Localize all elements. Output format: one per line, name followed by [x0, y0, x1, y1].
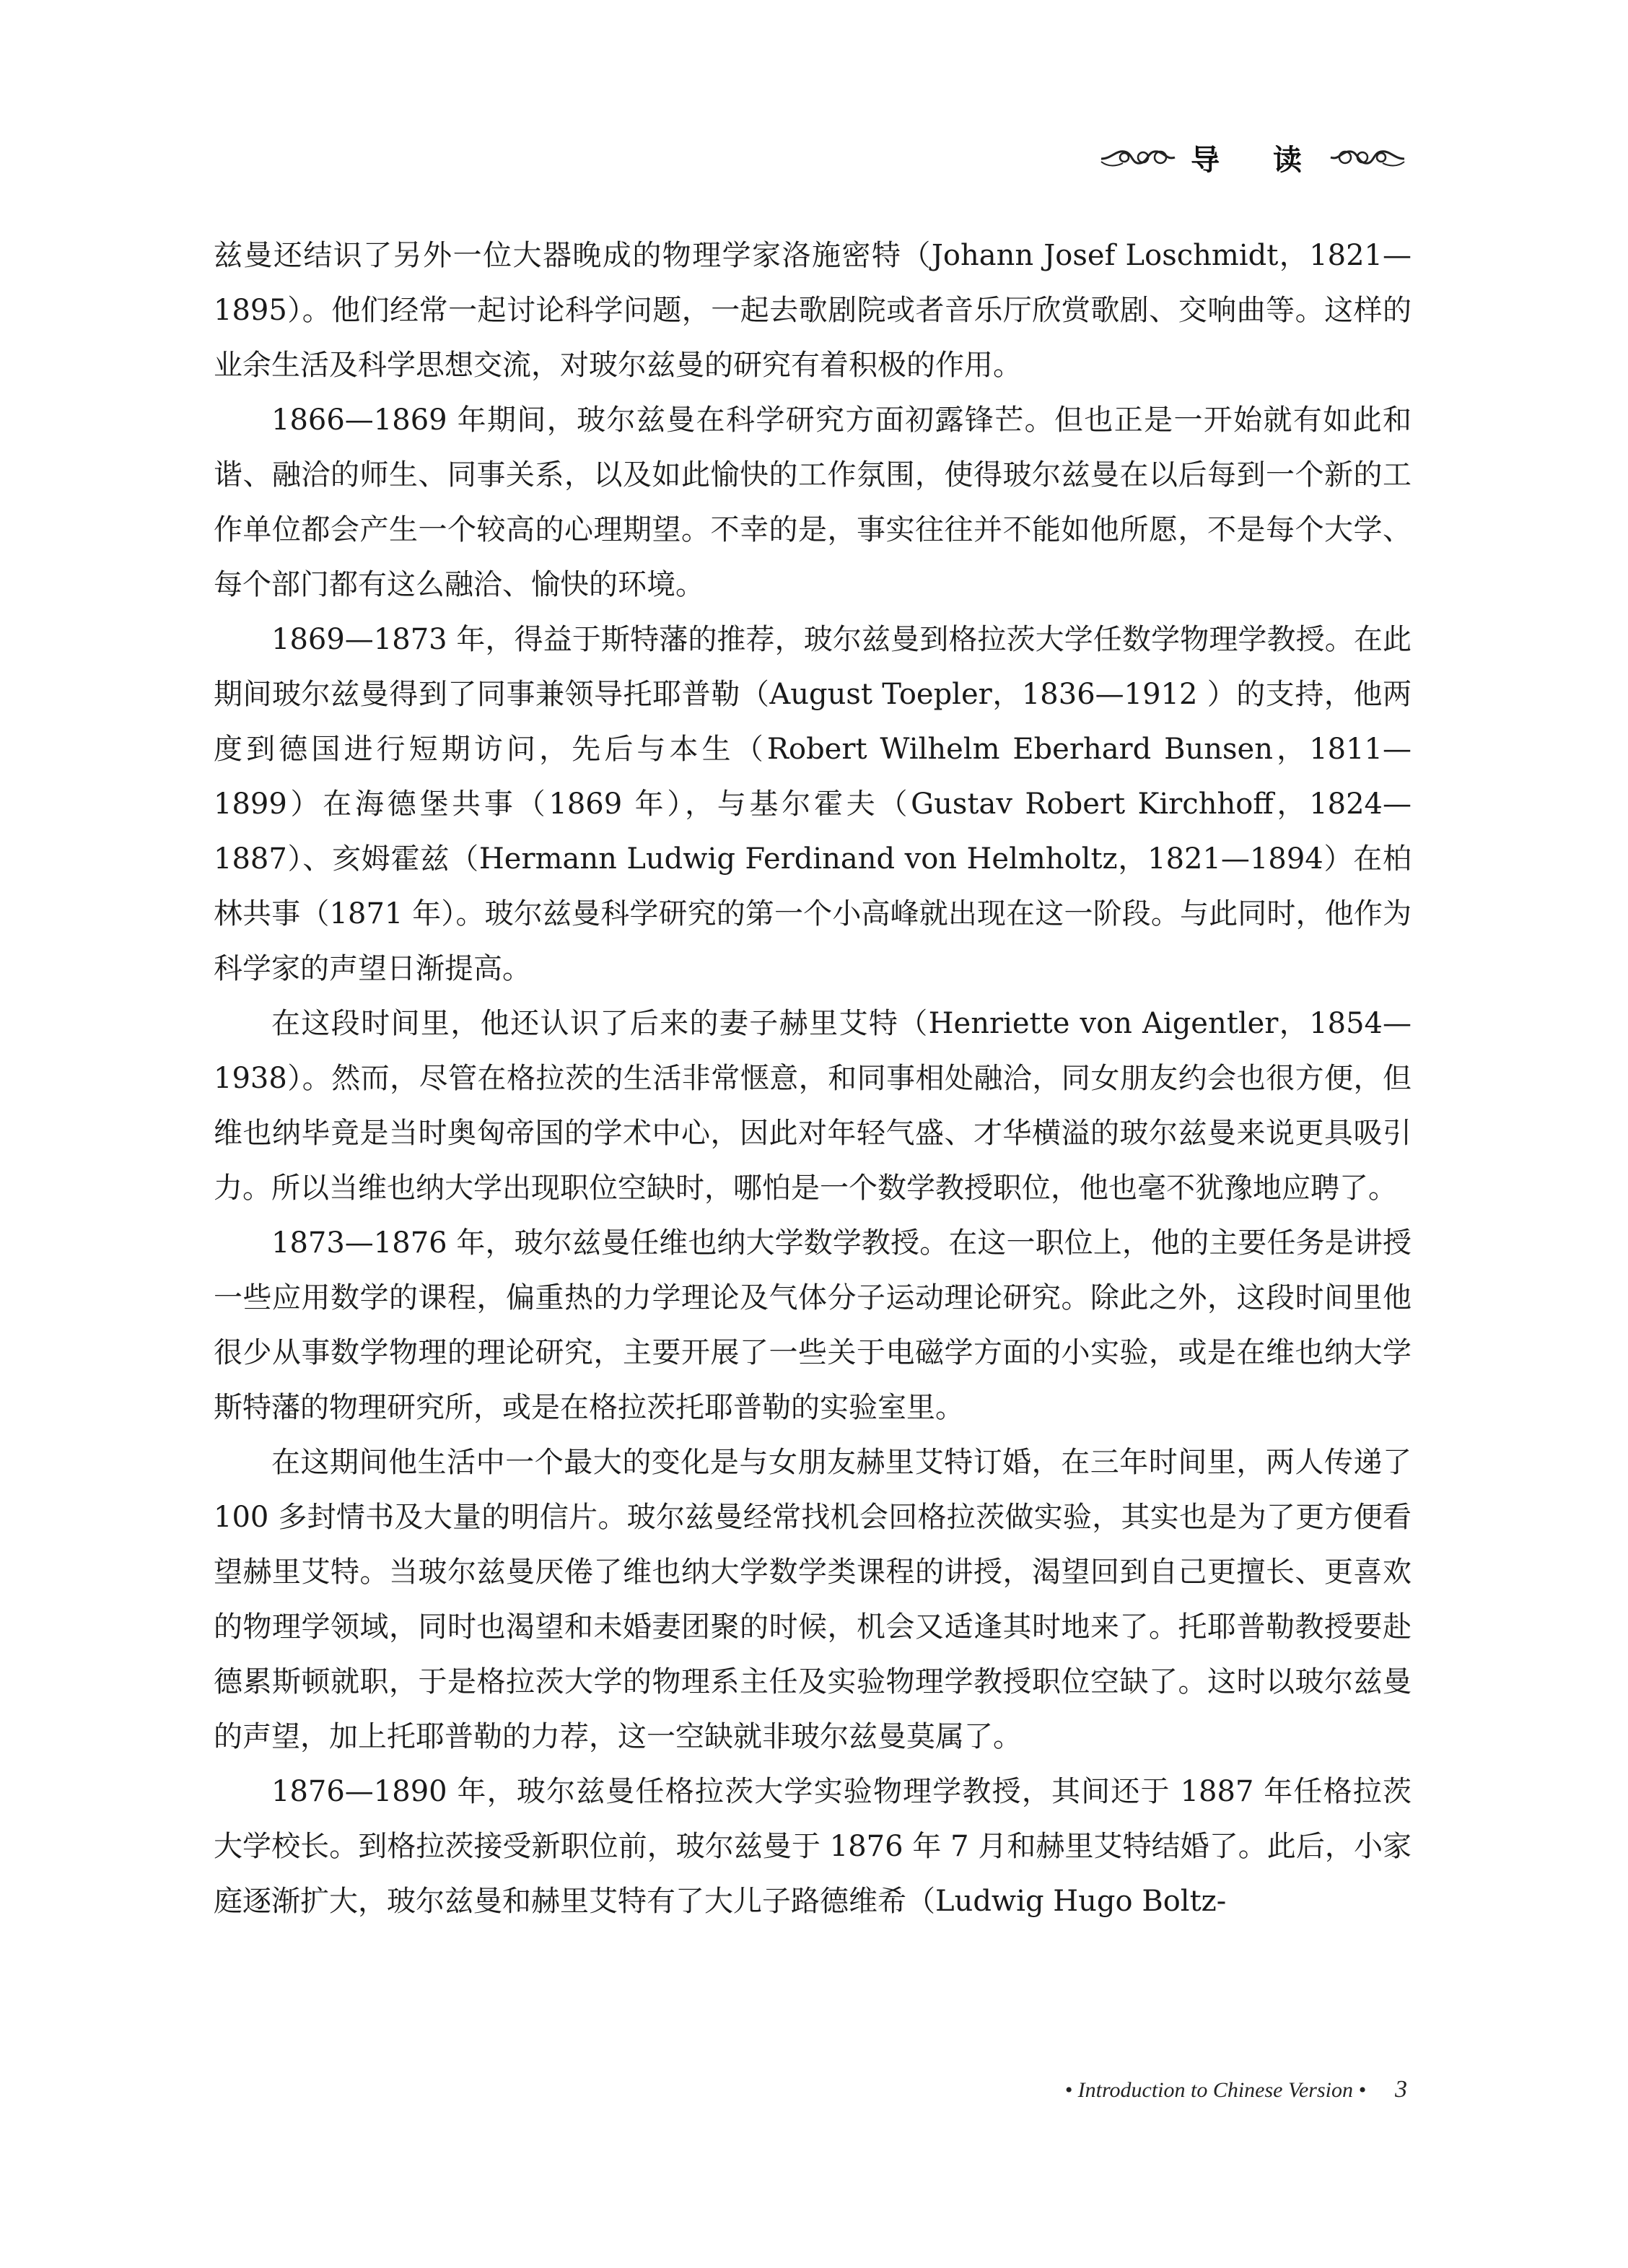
page-number: 3 [1395, 2076, 1407, 2103]
right-ornament-icon [1328, 141, 1407, 173]
page-footer [1065, 2076, 1407, 2103]
paragraph: 兹曼还结识了另外一位大器晚成的物理学家洛施密特（Johann Josef Loschmidt，1821—1895）。他们经常一起讨论科学问题，一起去歌剧院或者音乐厅欣赏歌剧、交响曲等。这样的业余生活及科学思想交流，对玻尔兹曼的研究有着积极的作用。 [214, 239, 1412, 382]
paragraph: 在这段时间里，他还认识了后来的妻子赫里艾特（Henriette von Aigentler，1854—1938）。然而，尽管在格拉茨的生活非常惬意，和同事相处融洽，同女朋友约会也很方便，但维也纳毕竟是当时奥匈帝国的学术中心，因此对年轻气盛、才华横溢的玻尔兹曼来说更具吸引力。所以当维也纳大学出现职位空缺时，哪怕是一个数学教授职位，他也毫不犹豫地应聘了。 [214, 1007, 1412, 1205]
body-text [214, 228, 1412, 1929]
footer-text: • Introduction to Chinese Version • [1064, 2078, 1366, 2102]
header-title: 导 读 [1191, 143, 1323, 177]
paragraph: 1869—1873 年，得益于斯特藩的推荐，玻尔兹曼到格拉茨大学任数学物理学教授。在此期间玻尔兹曼得到了同事兼领导托耶普勒（August Toepler，1836—1912 ）的支持，他两度到德国进行短期访问，先后与本生（Robert Wilhelm Eberhard Bunsen，1811—1899）在海德堡共事（1869 年），与基尔霍夫（Gustav Robert Kirchhoff，1824—1887）、亥姆霍兹（Hermann Ludwig Ferdinand von Helmholtz，1821—1894）在柏林共事（1871 年）。玻尔兹曼科学研究的第一个小高峰就出现在这一阶段。与此同时，他作为科学家的声望日渐提高。 [214, 623, 1412, 985]
paragraph: 1876—1890 年，玻尔兹曼任格拉茨大学实验物理学教授，其间还于 1887 年任格拉茨大学校长。到格拉茨接受新职位前，玻尔兹曼于 1876 年 7 月和赫里艾特结婚了。此后，小家庭逐渐扩大，玻尔兹曼和赫里艾特有了大儿子路德维希（Ludwig Hugo Boltz- [214, 1775, 1412, 1918]
paragraph: 在这期间他生活中一个最大的变化是与女朋友赫里艾特订婚，在三年时间里，两人传递了 100 多封情书及大量的明信片。玻尔兹曼经常找机会回格拉茨做实验，其实也是为了更方便看望赫里艾特。当玻尔兹曼厌倦了维也纳大学数学类课程的讲授，渴望回到自己更擅长、更喜欢的物理学领域，同时也渴望和未婚妻团聚的时候，机会又适逢其时地来了。托耶普勒教授要赴德累斯顿就职，于是格拉茨大学的物理系主任及实验物理学教授职位空缺了。这时以玻尔兹曼的声望，加上托耶普勒的力荐，这一空缺就非玻尔兹曼莫属了。 [214, 1446, 1412, 1753]
paragraph: 1866—1869 年期间，玻尔兹曼在科学研究方面初露锋芒。但也正是一开始就有如此和谐、融洽的师生、同事关系，以及如此愉快的工作氛围，使得玻尔兹曼在以后每到一个新的工作单位都会产生一个较高的心理期望。不幸的是，事实往往并不能如他所愿，不是每个大学、每个部门都有这么融洽、愉快的环境。 [214, 404, 1412, 601]
left-ornament-icon [1098, 141, 1178, 173]
paragraph: 1873—1876 年，玻尔兹曼任维也纳大学数学教授。在这一职位上，他的主要任务是讲授一些应用数学的课程，偏重热的力学理论及气体分子运动理论研究。除此之外，这段时间里他很少从事数学物理的理论研究，主要开展了一些关于电磁学方面的小实验，或是在维也纳大学斯特藩的物理研究所，或是在格拉茨托耶普勒的实验室里。 [214, 1226, 1412, 1424]
running-header [1098, 128, 1407, 186]
